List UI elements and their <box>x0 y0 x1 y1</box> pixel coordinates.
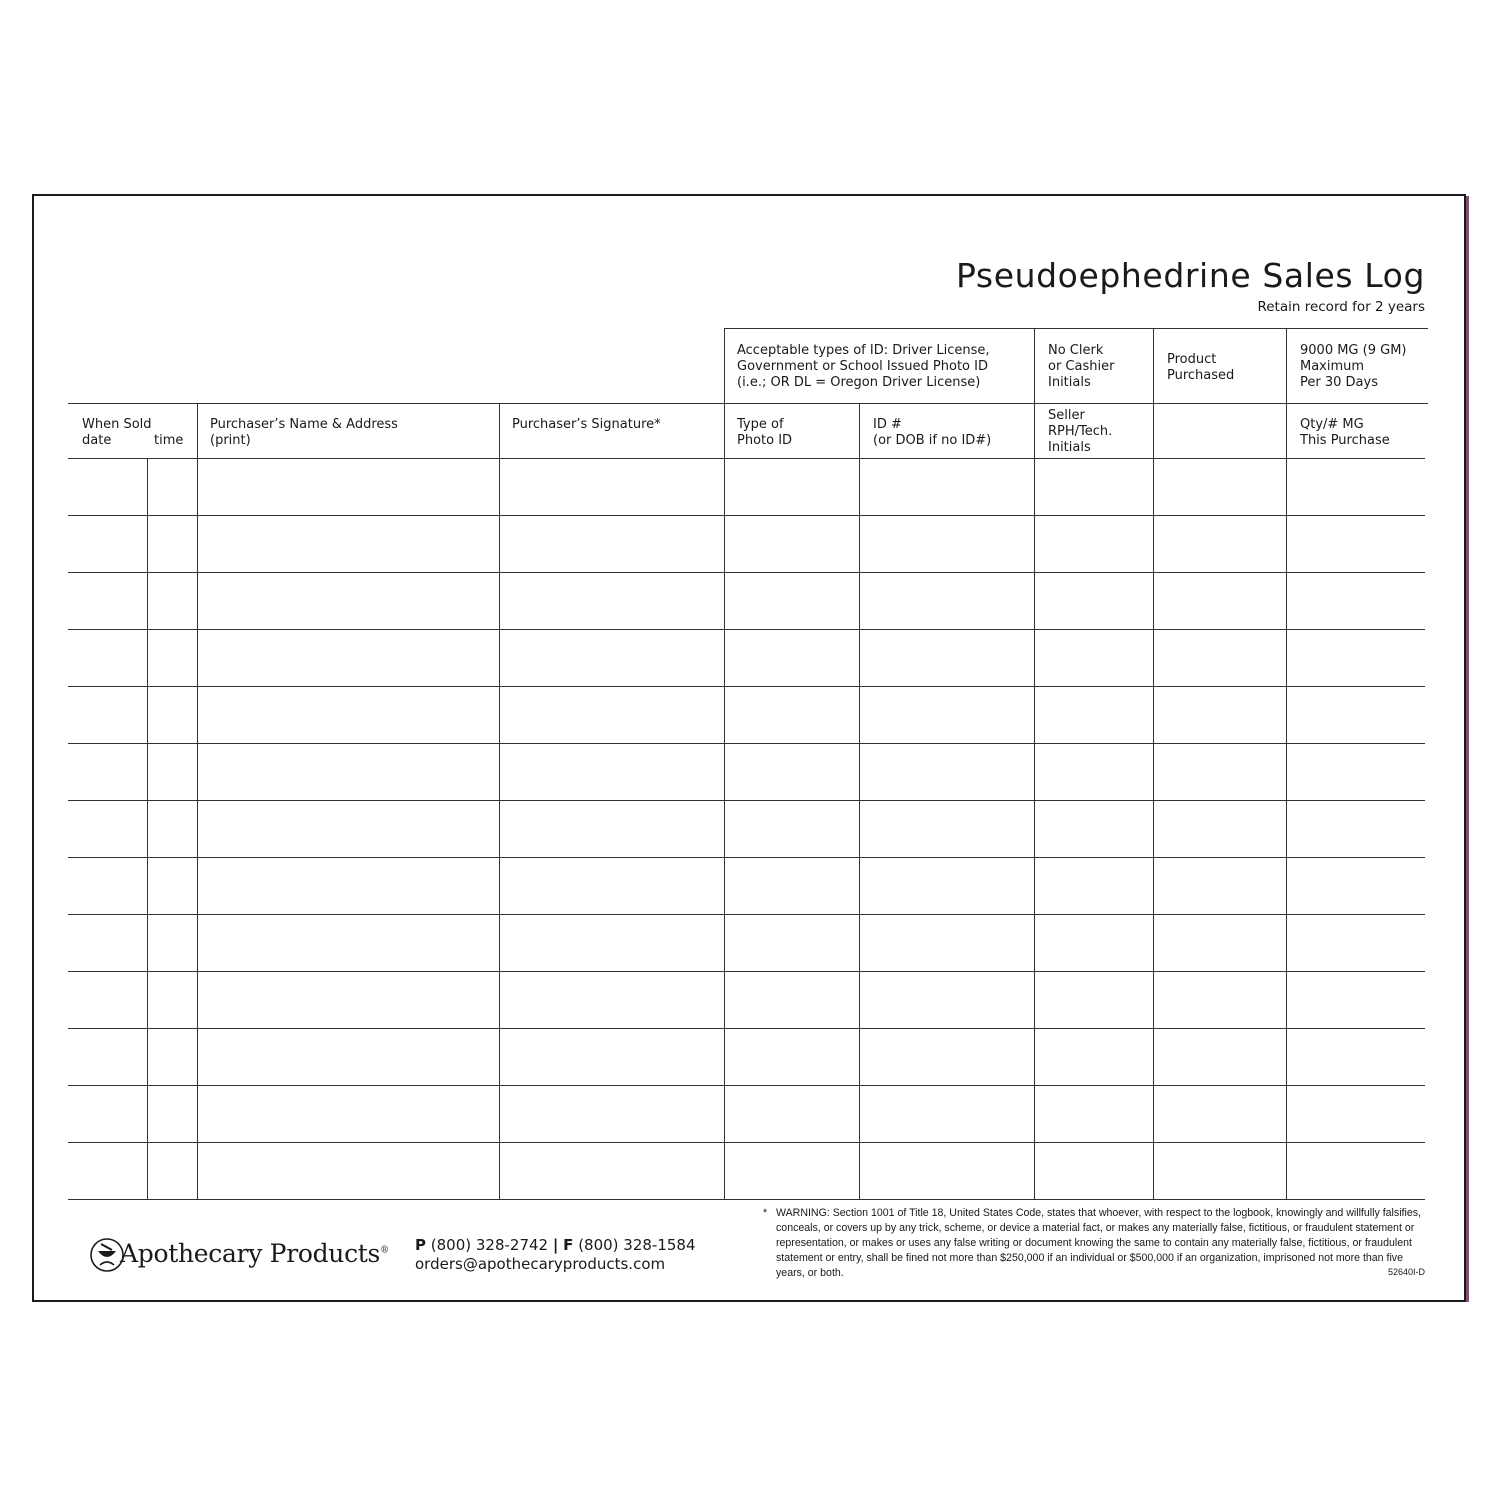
time-header: time <box>154 433 184 448</box>
column-divider <box>1153 328 1154 1199</box>
row-line <box>68 914 1425 915</box>
row-line <box>68 971 1425 972</box>
mortar-pestle-icon <box>90 1233 124 1277</box>
id-number-header: ID # (or DOB if no ID#) <box>873 417 992 448</box>
body-top-line <box>68 458 1425 459</box>
row-line <box>68 743 1425 744</box>
product-header: Product Purchased <box>1167 352 1235 383</box>
column-divider <box>1286 328 1287 1199</box>
contact-info <box>415 1236 696 1274</box>
no-clerk-header: No Clerk or Cashier Initials <box>1048 343 1115 390</box>
column-divider <box>197 403 198 1199</box>
name-header: Purchaser’s Name & Address (print) <box>210 417 398 448</box>
page-subtitle: Retain record for 2 years <box>1257 299 1425 315</box>
email-address: orders@apothecaryproducts.com <box>415 1255 666 1273</box>
max-header: 9000 MG (9 GM) Maximum Per 30 Days <box>1300 343 1407 390</box>
qty-header: Qty/# MG This Purchase <box>1300 417 1390 448</box>
phone-line: P (800) 328-2742 | F (800) 328-1584 <box>415 1236 696 1254</box>
column-divider <box>147 458 148 1199</box>
header-top-line <box>724 328 1428 329</box>
row-line <box>68 1028 1425 1029</box>
signature-header: Purchaser’s Signature* <box>512 417 661 432</box>
column-divider <box>859 403 860 1199</box>
when-sold-header: When Sold <box>82 417 152 432</box>
row-line <box>68 515 1425 516</box>
legal-warning: * WARNING: Section 1001 of Title 18, United States Code, states that whoever, with respect to the logbook, knowingly and willfully falsifies, conceals, or covers up by any trick, scheme, or device a material fact, or makes any materially false, fictitious, or fraudulent statement or representation, or makes or uses any false writing or document knowing the same to contain any materially false, fictitious, or fraudulent statement or entry, shall be fined not more than $250,000 if an individual or $500,000 if an organization, imprisoned not more than five years, or both. <box>763 1207 1421 1279</box>
id-types-header: Acceptable types of ID: Driver License, Government or School Issued Photo ID (i.e.; OR DL = Oregon Driver License) <box>737 343 990 390</box>
date-header: date <box>82 433 112 448</box>
photo-id-header: Type of Photo ID <box>737 417 793 448</box>
row-line <box>68 572 1425 573</box>
brand-logo <box>90 1233 390 1279</box>
row-line <box>68 629 1425 630</box>
row-line <box>68 1085 1425 1086</box>
row-line <box>68 686 1425 687</box>
row-line <box>68 1142 1425 1143</box>
phone-number: (800) 328-2742 <box>430 1236 549 1254</box>
sheet-edge <box>1466 196 1469 1302</box>
brand-name: Apothecary Products® <box>120 1239 389 1268</box>
page-title: Pseudoephedrine Sales Log <box>956 256 1425 295</box>
row-line <box>68 800 1425 801</box>
column-divider <box>1034 328 1035 1199</box>
row-line <box>68 857 1425 858</box>
column-divider <box>499 403 500 1199</box>
form-code: 52640I-D <box>1387 1267 1425 1277</box>
header-divider-line <box>68 403 1428 404</box>
column-divider <box>724 328 725 1199</box>
seller-header: Seller RPH/Tech. Initials <box>1048 408 1113 455</box>
fax-number: (800) 328-1584 <box>578 1236 696 1254</box>
row-line <box>68 1199 1425 1200</box>
